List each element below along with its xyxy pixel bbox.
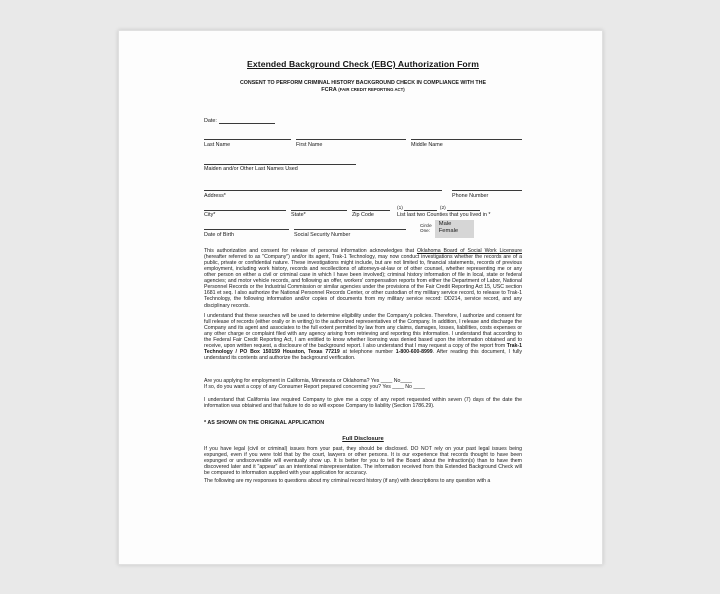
subtitle-fcra-paren: (FAIR CREDIT REPORTING ACT) — [338, 86, 405, 92]
city-fill-line — [204, 205, 286, 211]
questions-block — [204, 378, 522, 391]
zip-label: Zip Code — [352, 212, 374, 219]
date-field — [204, 118, 522, 124]
date-fill-line — [219, 118, 275, 124]
auth-p2-agency-address: Trak-1 Technology / PO Box 150159 Houston, Texas 77219 — [204, 343, 522, 356]
zip-fill-line — [352, 205, 390, 211]
full-disclosure-body: If you have legal (civil or criminal) issues from your past, they should be disclosed. DO NOT rely on your past legal issues being expunged, even if you were told that by the court, lawyers or other persons. It is our experience that records thought to have been expunged or undiscoverable will eventually show up. It is better for you to tell the Board about the infraction(s) than to have them discovered later and it "appear" as an intentional misrepresentation. The information received from this Extended Background Check will be compared to information supplied with your application for accuracy. — [204, 445, 522, 477]
auth-p2-phone-number: 1-800-600-8999 — [395, 349, 433, 356]
maiden-name-row — [204, 159, 522, 173]
dob-label: Date of Birth — [204, 231, 234, 238]
last-name-label: Last Name — [204, 141, 231, 148]
address-row — [204, 185, 522, 199]
counties-label: List last two Counties that you lived in * — [397, 212, 491, 219]
city-state-zip-row — [204, 205, 522, 219]
auth-p1-company-name: Oklahoma Board of Social Work Licensure — [416, 247, 522, 254]
county-1-label: (1) — [397, 205, 403, 211]
address-label: Address* — [204, 192, 226, 199]
document-subtitle — [204, 80, 522, 93]
gender-options-box — [435, 220, 474, 238]
as-shown-note: * AS SHOWN ON THE ORIGINAL APPLICATION — [204, 419, 325, 426]
authorization-paragraph-1 — [204, 248, 522, 310]
state-field — [291, 205, 347, 219]
address-fill-line — [204, 185, 442, 191]
subtitle-line-1: CONSENT TO PERFORM CRIMINAL HISTORY BACKGROUND CHECK IN COMPLIANCE WITH THE — [239, 80, 486, 86]
phone-fill-line — [452, 185, 522, 191]
dob-ssn-row — [204, 221, 522, 238]
question-consumer-report-copy: If so, do you want a copy of any Consumer Report prepared concerning you? Yes ____ No ____ — [204, 384, 425, 391]
first-name-fill-line — [296, 134, 406, 140]
city-field — [204, 205, 286, 219]
ssn-label: Social Security Number — [294, 231, 351, 238]
gender-option-female: Female — [438, 228, 459, 235]
auth-p2-text-before: I understand that these searches will be used to determine eligibility under the Company's policies. Therefore, I authorize and consent for full release of records (either orally or in writing) to the authorized representatives of the Company. In addition, I release and discharge the Company and its agent and associates to the full extent permitted by law from any claims, damages, losses, liabilities, costs expenses or any other charge or complaint filed with any agency arising from retrieving and reporting this information. I understand that according to the Federal Fair Credit Reporting Act, I am entitled to know whether licensing was denied based upon the information obtained and to receive, upon written request, a disclosure of the background report. I also understand that I may request a copy of the report from — [204, 312, 522, 350]
full-disclosure-heading: Full Disclosure — [342, 435, 384, 442]
circle-one-label — [420, 223, 432, 238]
gender-circle-one-group — [420, 220, 474, 238]
city-label: City* — [204, 212, 216, 219]
auth-p2-text-mid: at telephone number — [339, 349, 396, 356]
maiden-name-label: Maiden and/or Other Last Names Used — [204, 166, 298, 173]
last-name-field — [204, 134, 291, 148]
maiden-name-field — [204, 159, 356, 173]
middle-name-label: Middle Name — [411, 141, 443, 148]
phone-label: Phone Number — [452, 192, 489, 199]
california-notice-paragraph: I understand that California law required Company to give me a copy of any report requested within seven (7) days of the date the information was obtained and that failure to do so will expose Company to liability (Section 1786.29). — [204, 396, 522, 409]
zip-field — [352, 205, 390, 219]
state-fill-line — [291, 205, 347, 211]
middle-name-field — [411, 134, 522, 148]
last-name-fill-line — [204, 134, 291, 140]
gender-option-male: Male — [438, 221, 452, 228]
dob-fill-line — [204, 224, 289, 230]
date-of-birth-field — [204, 224, 289, 238]
document-title: Extended Background Check (EBC) Authorization Form — [247, 59, 479, 69]
ssn-fill-line — [294, 224, 406, 230]
circle-one-word-2: One: — [420, 228, 430, 234]
address-field — [204, 185, 442, 199]
authorization-paragraph-2 — [204, 313, 522, 370]
first-name-field — [296, 134, 406, 148]
circle-one-word-1: Circle — [420, 223, 432, 229]
date-label: Date: — [204, 118, 217, 125]
first-name-label: First Name — [296, 141, 323, 148]
county-2-label: (2) — [439, 205, 446, 211]
subtitle-line-2 — [204, 87, 522, 94]
auth-p1-text-after: (hereafter referred to as "Company") and/or its agent, Trak-1 Technology, may now conduct investigations whether the records are of a public, private or confidential nature. These investigations might include, but are not limited to, financial statements, records of previous employment, including work history, records and recollections of attorneys-at-law or of other counsel, whether representing me or any other person on either a civil or criminal case in which I have been involved); criminal history information of file in local, state or federal agencies; and motor vehicle records, and following an offer, workers' compensation reports from either the Department of Labor, National Personnel Records or the Industrial Commission or similar agencies under the provisions of the Fair Credit Reporting Act 15, USC section 1681 et seq. I also authorize the National Personnel Records Center, or other custodian of my military service record, to release to Trak-1 Technology, the following information and/or copies of documents from my military service record: DD214, service record, and any disciplinary records. — [204, 253, 522, 309]
counties-fill-lines — [397, 205, 522, 211]
middle-name-fill-line — [411, 134, 522, 140]
county-2-fill-line — [447, 205, 480, 211]
document-page — [118, 30, 603, 565]
state-label: State* — [291, 212, 306, 219]
county-1-fill-line — [404, 205, 437, 211]
auth-p2-text-after: . After reading this document, I fully understand its contents and authorize the background verification. — [204, 349, 522, 362]
maiden-name-fill-line — [204, 159, 356, 165]
phone-field — [452, 185, 522, 199]
name-fields-row — [204, 134, 522, 148]
counties-field — [397, 205, 522, 219]
subtitle-fcra: FCRA — [321, 86, 337, 93]
auth-p1-text-before: This authorization and consent for release of personal information acknowledges that — [204, 247, 417, 254]
question-employment-states: Are you applying for employment in California, Minnesota or Oklahoma? Yes ____ No____ — [204, 377, 412, 384]
document-content — [119, 31, 602, 484]
responses-closing-line: The following are my responses to questions about my criminal record history (if any) with descriptions to any question with a — [204, 478, 491, 485]
ssn-field — [294, 224, 406, 238]
